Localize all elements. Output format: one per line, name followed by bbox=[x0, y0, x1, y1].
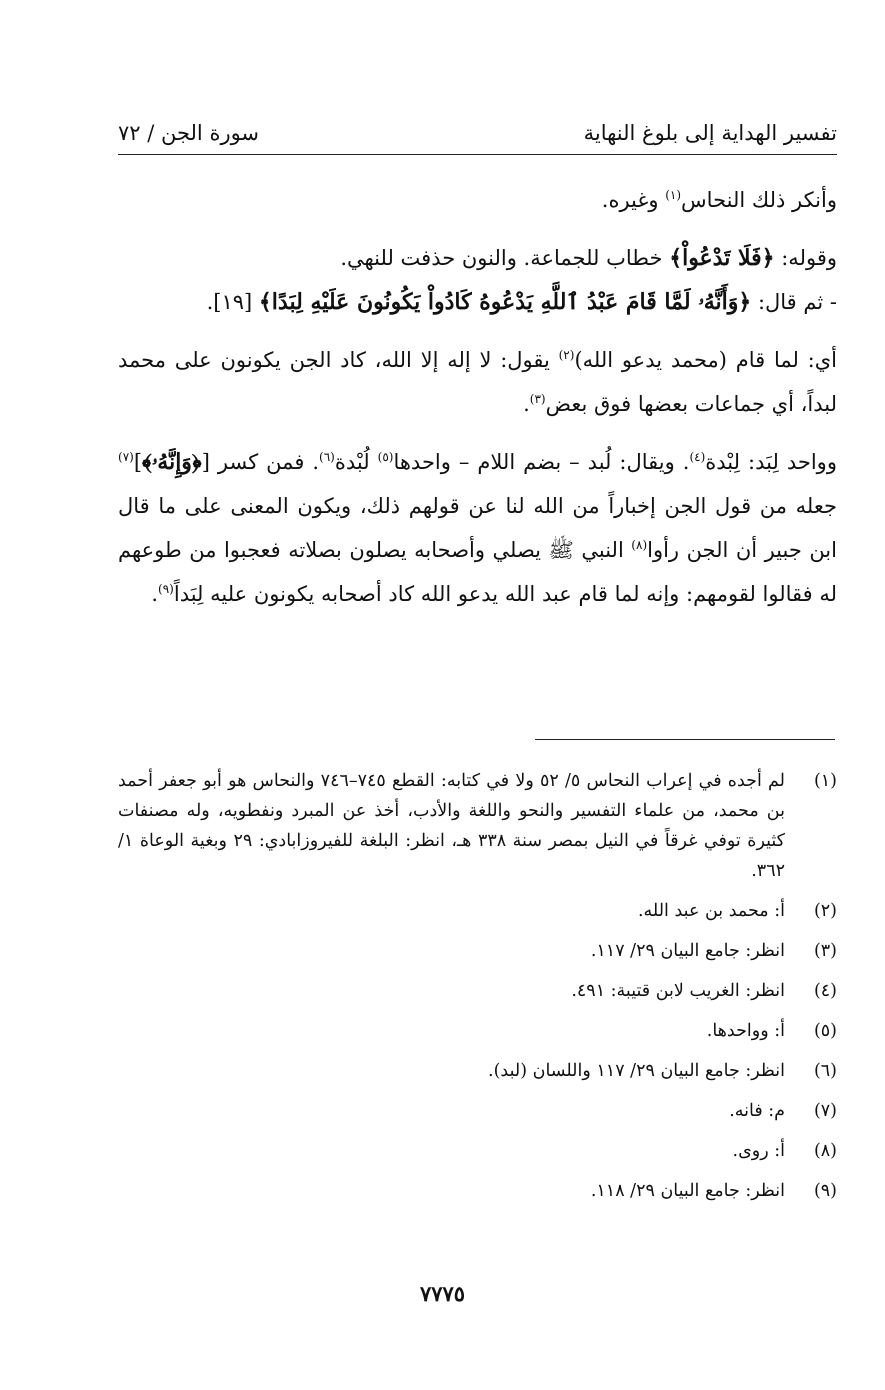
footnote-number: (٧) bbox=[813, 1101, 837, 1121]
footnote-number: (٦) bbox=[813, 1061, 837, 1081]
footnote-ref-8[interactable]: (٨) bbox=[631, 538, 648, 552]
text-span: . ويقال: لُبد – بضم اللام – واحدها bbox=[393, 450, 690, 474]
footnote-2 bbox=[118, 896, 837, 926]
footnote-text: انظر: الغريب لابن قتيبة: ٤٩١. bbox=[571, 981, 785, 1001]
footnote-number: (٥) bbox=[813, 1021, 837, 1041]
footnote-number: (٨) bbox=[813, 1141, 837, 1161]
footnote-ref-4[interactable]: (٤) bbox=[689, 450, 706, 464]
text-span: وواحد لِبَد: لِبْدة bbox=[705, 450, 837, 474]
verse-number: [١٩]. bbox=[206, 290, 253, 314]
footnote-text: انظر: جامع البيان ٢٩/ ١١٨. bbox=[590, 1181, 785, 1201]
book-title: تفسير الهداية إلى بلوغ النهاية bbox=[583, 121, 837, 145]
footnote-7 bbox=[118, 1096, 837, 1126]
footnote-text: انظر: جامع البيان ٢٩/ ١١٧. bbox=[590, 941, 785, 961]
footnote-ref-2[interactable]: (٢) bbox=[558, 348, 575, 362]
footnote-ref-7[interactable]: (٧) bbox=[118, 450, 134, 464]
running-header bbox=[118, 112, 837, 148]
footnote-4 bbox=[118, 976, 837, 1006]
footnote-text: أ: وواحدها. bbox=[706, 1021, 785, 1041]
text-span: النبي ﷺ يصلي وأصحابه يصلون بصلاته فعجبوا من طوعهم له فقالوا لقومهم: وإنه لما قام عبد الله يدعو الله كاد أصحابه يكونون عليه لِبَداً bbox=[118, 538, 837, 606]
paragraph-3 bbox=[118, 280, 837, 324]
text-span: ] bbox=[133, 450, 143, 474]
text-span: وقوله: bbox=[781, 246, 837, 270]
page-number: ٧٧٧٥ bbox=[419, 1281, 466, 1306]
surah-reference: سورة الجن / ٧٢ bbox=[118, 121, 260, 145]
paragraph-5 bbox=[118, 440, 837, 616]
footnote-ref-1[interactable]: (١) bbox=[665, 188, 682, 202]
text-span: خطاب للجماعة. والنون حذفت للنهي. bbox=[340, 246, 663, 270]
footnote-text: م: فانه. bbox=[729, 1101, 785, 1121]
text-span: وأنكر ذلك النحاس bbox=[681, 188, 837, 212]
footnote-ref-3[interactable]: (٣) bbox=[529, 392, 546, 406]
footnote-number: (٣) bbox=[813, 941, 837, 961]
text-span: وغيره. bbox=[601, 188, 659, 212]
header-divider bbox=[118, 154, 837, 155]
footnote-ref-9[interactable]: (٩) bbox=[158, 582, 174, 596]
main-text bbox=[118, 178, 837, 616]
quran-verse: ﴿فَلَا تَدْعُواْ﴾ bbox=[669, 245, 775, 271]
text-span: يقول: لا إله إلا الله، كاد الجن يكونون على محمد لبداً، أي جماعات بعضها فوق بعض bbox=[118, 348, 837, 416]
text-span: . فمن كسر [ bbox=[201, 450, 320, 474]
footnote-6 bbox=[118, 1056, 837, 1086]
paragraph-4 bbox=[118, 338, 837, 426]
footnote-text: أ: محمد بن عبد الله. bbox=[637, 901, 785, 921]
footnote-8 bbox=[118, 1136, 837, 1166]
footnote-text: أ: روى. bbox=[732, 1141, 785, 1161]
footnotes bbox=[118, 766, 837, 1216]
text-span: جعله من قول الجن إخباراً من الله لنا عن قولهم ذلك، ويكون المعنى على ما قال ابن جبير أن الجن رأوا bbox=[118, 494, 837, 562]
footnote-9 bbox=[118, 1176, 837, 1206]
paragraph-1 bbox=[118, 178, 837, 222]
quran-verse: ﴿وَإِنَّهُۥ﴾ bbox=[142, 449, 202, 475]
quran-verse: ﴿وَأَنَّهُۥ لَمَّا قَامَ عَبْدُ ٱللَّهِ يَدْعُوهُ كَادُواْ يَكُونُونَ عَلَيْهِ لِبَدًا﴾ bbox=[258, 289, 752, 315]
footnote-number: (٤) bbox=[813, 981, 837, 1001]
text-span: أي: لما قام (محمد يدعو الله) bbox=[574, 348, 837, 372]
text-span: . bbox=[151, 582, 159, 606]
text-span: لُبْدة bbox=[334, 450, 370, 474]
footnote-number: (٢) bbox=[813, 901, 837, 921]
footnote-text: لم أجده في إعراب النحاس ٥/ ٥٢ ولا في كتابه: القطع ٧٤٥–٧٤٦ والنحاس هو أبو جعفر أحمد بن محمد، من علماء التفسير والنحو واللغة والأدب، أخذ عن المبرد ونفطويه، وله مصنفات كثيرة توفي غرقاً في النيل بمصر سنة ٣٣٨ هـ، انظر: البلغة للفيروزابادي: ٢٩ وبغية الوعاة ١/ ٣٦٢. bbox=[118, 771, 785, 881]
text-span: . bbox=[523, 392, 530, 416]
footnote-3 bbox=[118, 936, 837, 966]
footnote-5 bbox=[118, 1016, 837, 1046]
footnote-number: (١) bbox=[813, 771, 837, 791]
footnote-number: (٩) bbox=[813, 1181, 837, 1201]
footnote-ref-6[interactable]: (٦) bbox=[319, 450, 335, 464]
footnote-text: انظر: جامع البيان ٢٩/ ١١٧ واللسان (لبد). bbox=[488, 1061, 785, 1081]
footnote-divider bbox=[535, 739, 835, 740]
text-span: - ثم قال: bbox=[757, 290, 837, 314]
footnote-1 bbox=[118, 766, 837, 886]
footnote-ref-5[interactable]: (٥) bbox=[377, 450, 394, 464]
paragraph-2 bbox=[118, 236, 837, 280]
